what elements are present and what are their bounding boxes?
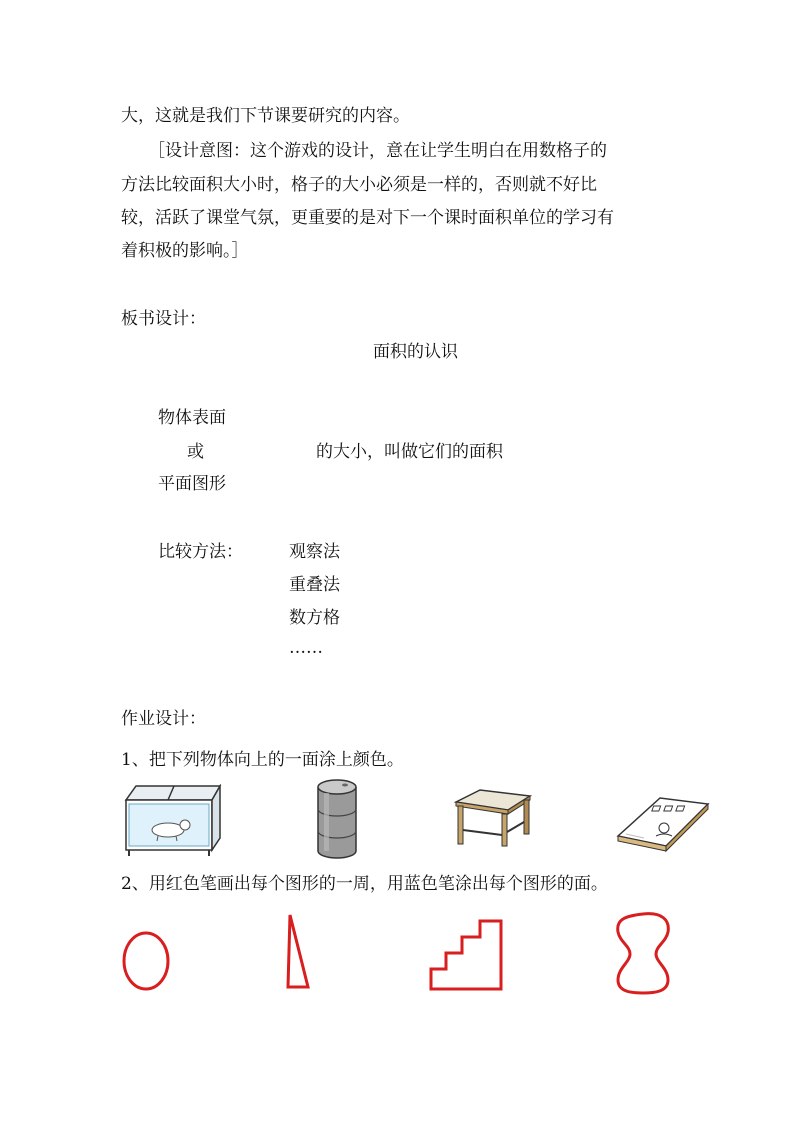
method-item: ……: [289, 638, 323, 658]
homework-q2: 2、用红色笔画出每个图形的一周，用蓝色笔涂出每个图形的面。: [121, 874, 608, 894]
board-title: 面积的认识: [373, 342, 458, 362]
homework-heading: 作业设计：: [121, 709, 206, 729]
book-icon: [614, 794, 710, 854]
intro-line-2: ［设计意图：这个游戏的设计，意在让学生明白在用数格子的: [148, 141, 607, 161]
staircase-shape: [428, 917, 506, 993]
intro-line-3: 方法比较面积大小时，格子的大小必须是一样的，否则就不好比: [121, 175, 597, 195]
barrel-icon: [314, 777, 360, 861]
board-heading: 板书设计：: [121, 309, 206, 329]
dumbbell-shape: [614, 910, 672, 996]
method-item: 观察法: [289, 542, 340, 562]
circle-shape: [121, 929, 171, 993]
intro-line-1: 大，这就是我们下节课要研究的内容。: [121, 106, 410, 126]
board-term-a: 物体表面: [158, 408, 226, 428]
stool-icon: [452, 786, 532, 848]
board-term-b: 平面图形: [158, 474, 226, 494]
board-term-or: 或: [187, 442, 204, 462]
freezer-icon: [124, 784, 222, 858]
method-item: 数方格: [289, 608, 340, 628]
intro-line-5: 着积极的影响。］: [121, 241, 249, 261]
triangle-shape: [284, 911, 312, 991]
board-definition: 的大小，叫做它们的面积: [316, 442, 503, 462]
homework-q1: 1、把下列物体向上的一面涂上颜色。: [121, 750, 404, 770]
methods-label: 比较方法：: [158, 542, 243, 562]
intro-line-4: 较，活跃了课堂气氛，更重要的是对下一个课时面积单位的学习有: [121, 208, 614, 228]
method-item: 重叠法: [289, 575, 340, 595]
